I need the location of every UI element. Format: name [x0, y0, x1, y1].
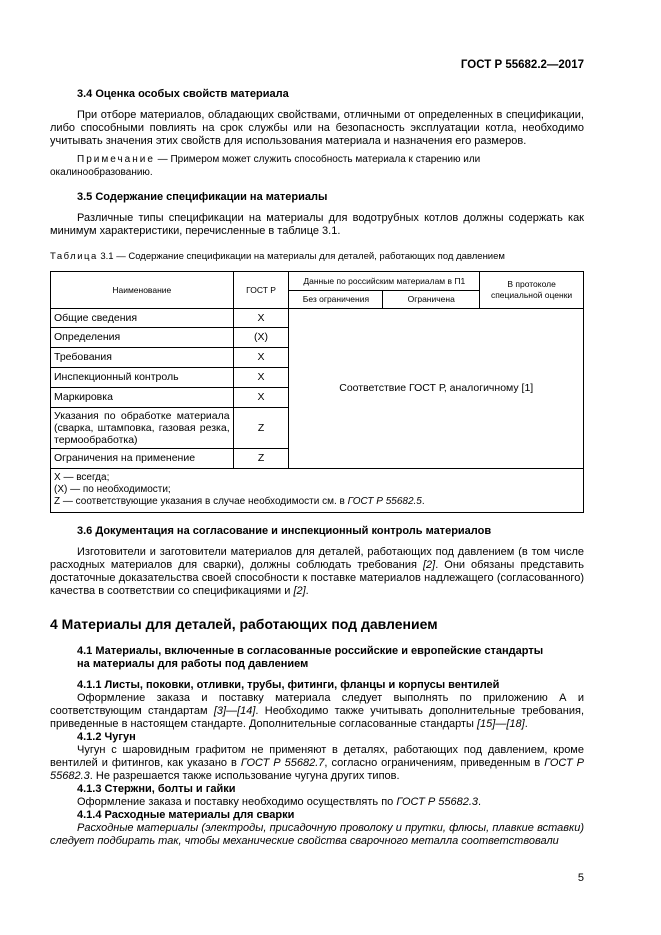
- specification-table: [50, 271, 584, 513]
- merged-conformity-cell: Соответствие ГОСТ Р, аналогичному [1]: [289, 309, 584, 469]
- section-3-4-note: [50, 153, 584, 179]
- row-name: Указания по обработке материала (сварка, штамповка, газовая резка, термообработка): [51, 408, 234, 449]
- table-caption: [50, 250, 584, 263]
- legend-always: X — всегда;: [54, 472, 110, 483]
- header-gost: ГОСТ Р: [233, 272, 289, 309]
- header-limited: Ограничена: [383, 291, 480, 309]
- section-4-1-1-heading: 4.1.1 Листы, поковки, отливки, трубы, фитинги, фланцы и корпусы вентилей: [77, 679, 500, 691]
- row-name: Общие сведения: [51, 309, 234, 328]
- s412-ref-1: ГОСТ Р 55682.7: [240, 757, 325, 769]
- s36-ref-1: [2]: [422, 559, 436, 571]
- legend-z-end: .: [421, 496, 425, 507]
- row-gost: X: [233, 388, 289, 408]
- note-label: Примечание: [77, 154, 155, 165]
- row-gost: X: [233, 348, 289, 368]
- s412-text-2: , согласно ограничениям, приведенным в: [324, 757, 545, 769]
- section-4-1-3-heading: 4.1.3 Стержни, болты и гайки: [77, 783, 236, 795]
- legend-z-text: Z — соответствующие указания в случае необходимости см. в: [54, 496, 348, 507]
- table-caption-text: 3.1 — Содержание спецификации на материалы для деталей, работающих под давлением: [97, 251, 505, 262]
- table-caption-label: Таблица: [50, 251, 98, 262]
- row-name: Ограничения на применение: [51, 449, 234, 469]
- row-gost: (X): [233, 328, 289, 348]
- s413-text-2: .: [478, 796, 482, 808]
- legend-z-ref: ГОСТ Р 55682.5: [347, 496, 422, 507]
- row-name: Инспекционный контроль: [51, 368, 234, 388]
- section-4-1-4-heading: 4.1.4 Расходные материалы для сварки: [77, 809, 295, 821]
- s411-ref-2: [15]—[18]: [477, 718, 525, 730]
- section-3-6-heading: 3.6 Документация на согласование и инспекционный контроль материалов: [77, 525, 492, 537]
- section-4-heading: 4 Материалы для деталей, работающих под давлением: [50, 616, 438, 632]
- legend-z: [54, 496, 580, 508]
- s36-ref-2: [2]: [293, 585, 306, 597]
- s411-text-1: Оформление заказа и поставку материала следует выполнять по приложению А и соответствующим стандартам: [50, 692, 584, 717]
- table-legend-row: [51, 469, 584, 513]
- section-3-4-paragraph: При отборе материалов, обладающих свойствами, отличными от определенных в спецификации, либо способными повлиять на срок службы или на безопасность эксплуатации котла, необходимо учитывать значения этих свойств для использования материала и назначения его размеров.: [50, 109, 584, 147]
- row-gost: Z: [233, 449, 289, 469]
- header-name: Наименование: [51, 272, 234, 309]
- row-name: Требования: [51, 348, 234, 368]
- s36-text-1: Изготовители и заготовители материалов для деталей, работающих под давлением (в том числе расходных материалов для сварки), должны соблюдать требования: [50, 546, 584, 571]
- page-number: 5: [577, 872, 584, 884]
- s412-text-1: Чугун с шаровидным графитом не применяют в деталях, работающих под давлением, кроме вентилей и фитингов, как указано в: [50, 744, 584, 769]
- s412-text-3: . Не разрешается также использование чугуна других типов.: [89, 770, 400, 782]
- row-name: Маркировка: [51, 388, 234, 408]
- s413-text-1: Оформление заказа и поставку необходимо осуществлять по: [77, 796, 397, 808]
- section-3-6-paragraph: [50, 546, 584, 598]
- section-4-1-heading-line-1: 4.1 Материалы, включенные в согласованные российские и европейские стандарты: [77, 645, 544, 657]
- table-header-row-1: [51, 272, 584, 291]
- header-russian-data: Данные по российским материалам в П1: [289, 272, 480, 291]
- table-row: [51, 309, 584, 328]
- note-text: — Примером может служить способность материала к старению или окалинообразованию.: [50, 154, 481, 178]
- row-gost: X: [233, 368, 289, 388]
- section-4-1-heading-line-2: на материалы для работы под давлением: [77, 658, 309, 670]
- section-4-1-2-heading: 4.1.2 Чугун: [77, 731, 136, 743]
- row-name: Определения: [51, 328, 234, 348]
- section-3-5-paragraph: Различные типы спецификации на материалы для водотрубных котлов должны содержать как минимум характеристики, перечисленные в таблице 3.1.: [50, 212, 584, 237]
- row-gost: Z: [233, 408, 289, 449]
- section-3-4-heading: 3.4 Оценка особых свойств материала: [77, 88, 289, 100]
- s411-text-2: . Необходимо также учитывать дополнительные требования, приведенные в настоящем стандарте. Дополнительные согласованные стандарты: [50, 705, 584, 730]
- s36-text-3: .: [305, 585, 309, 597]
- section-4-1-2-paragraph: [50, 744, 584, 783]
- row-gost: X: [233, 309, 289, 328]
- section-4-1-3-paragraph: [50, 796, 584, 809]
- section-4-1-1-paragraph: [50, 692, 584, 731]
- page-content: [50, 88, 584, 848]
- header-protocol: В протоколе специальной оценки: [480, 272, 584, 309]
- table-legend: [51, 469, 584, 513]
- legend-if-needed: (X) — по необходимости;: [54, 484, 171, 495]
- section-3-5-heading: 3.5 Содержание спецификации на материалы: [77, 191, 328, 203]
- s411-ref-1: [3]—[14]: [213, 705, 256, 717]
- s413-ref: ГОСТ Р 55682.3: [396, 796, 479, 808]
- s412-ref-2: ГОСТ Р 55682.3: [50, 757, 585, 782]
- s36-text-2: . Они обязаны представить достаточные доказательства своей способности к поставке материалов надлежащего (согласованного) качества в соответствии со спецификациями и: [50, 559, 584, 597]
- document-code-header: ГОСТ Р 55682.2—2017: [460, 59, 584, 71]
- section-4-1-4-paragraph: Расходные материалы (электроды, присадочную проволоку и прутки, флюсы, плавкие вставки) следует подбирать так, чтобы механические свойства сварочного металла соответствовали: [50, 822, 584, 847]
- s411-text-3: .: [524, 718, 528, 730]
- header-unlimited: Без ограничения: [289, 291, 383, 309]
